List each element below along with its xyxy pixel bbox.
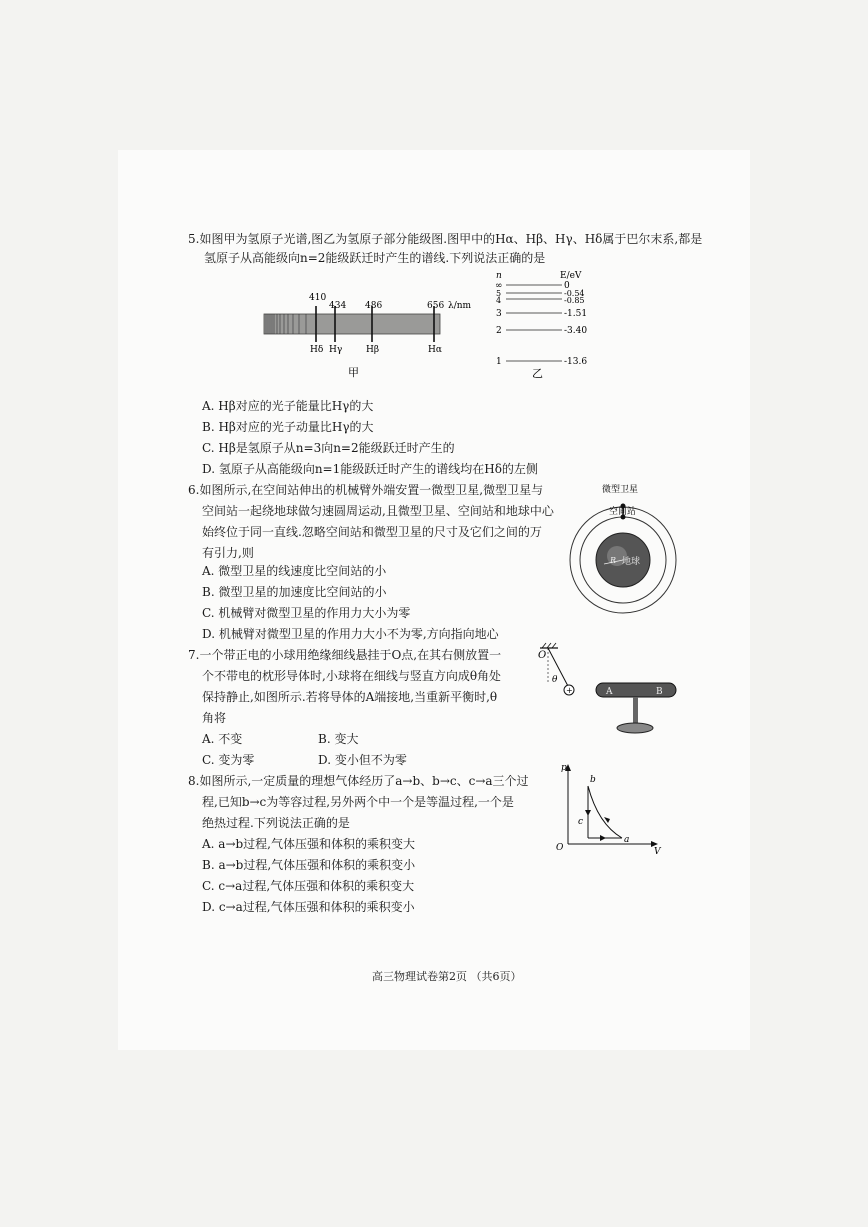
q6-stem-line4: 有引力,则 xyxy=(202,546,254,560)
level-e-3: -1.51 xyxy=(564,309,588,319)
q6-option-b: B. 微型卫星的加速度比空间站的小 xyxy=(202,585,387,599)
q5-option-b: B. Hβ对应的光子动量比Hγ的大 xyxy=(202,420,374,434)
q8-stem-line1: 8.如图所示,一定质量的理想气体经历了a→b、b→c、c→a三个过 xyxy=(188,774,529,788)
level-n-inf: ∞ xyxy=(495,281,503,291)
level-e-label: E/eV xyxy=(560,271,582,281)
level-n-1: 1 xyxy=(496,357,502,367)
q7-stem-line4: 角将 xyxy=(202,711,227,725)
q6-option-d: D. 机械臂对微型卫星的作用力大小不为零,方向指向地心 xyxy=(202,627,499,641)
origin-label: O xyxy=(556,843,564,853)
q8-option-b: B. a→b过程,气体压强和体积的乘积变小 xyxy=(202,858,416,872)
station-label: 空间站 xyxy=(609,507,637,517)
level-e-4: -0.85 xyxy=(564,296,585,305)
level-caption: 乙 xyxy=(532,367,543,380)
conductor-end-a: A xyxy=(606,687,613,697)
q8-stem-line3: 绝热过程.下列说法正确的是 xyxy=(202,816,350,830)
level-e-1: -13.6 xyxy=(564,357,588,367)
q6-option-a: A. 微型卫星的线速度比空间站的小 xyxy=(202,564,387,578)
wavelength-656: 656 xyxy=(427,301,445,311)
spectrum-caption: 甲 xyxy=(348,366,359,379)
q7-pendulum-figure xyxy=(532,640,682,740)
q7-option-a: A. 不变 xyxy=(202,732,243,746)
process-ab xyxy=(588,786,622,838)
axis-p-label: p xyxy=(561,763,567,773)
level-n-3: 3 xyxy=(496,309,502,319)
q6-option-c: C. 机械臂对微型卫星的作用力大小为零 xyxy=(202,606,411,620)
q8-stem-line2: 程,已知b→c为等容过程,另外两个中一个是等温过程,一个是 xyxy=(202,795,514,809)
q6-orbit-figure xyxy=(566,480,686,625)
state-c-label: c xyxy=(578,817,584,827)
state-a-label: a xyxy=(624,835,630,845)
q8-option-a: A. a→b过程,气体压强和体积的乘积变大 xyxy=(202,837,416,851)
label-hbeta: Hβ xyxy=(366,345,380,355)
q7-option-c: C. 变为零 xyxy=(202,753,255,767)
axis-v-label: V xyxy=(654,847,661,855)
wavelength-410: 410 xyxy=(309,293,327,303)
q7-stem-line3: 保持静止,如图所示.若将导体的A端接地,当重新平衡时,θ xyxy=(202,690,498,704)
level-e-2: -3.40 xyxy=(564,326,588,336)
q5-option-c: C. Hβ是氢原子从n=3向n=2能级跃迁时产生的 xyxy=(202,441,455,455)
level-n-label: n xyxy=(496,271,502,281)
q8-pv-diagram xyxy=(550,760,670,855)
level-e-inf: 0 xyxy=(564,281,570,291)
radius-label: R xyxy=(610,556,617,565)
q7-stem-line1: 7.一个带正电的小球用绝缘细线悬挂于O点,在其右侧放置一 xyxy=(188,648,502,662)
q5-option-a: A. Hβ对应的光子能量比Hγ的大 xyxy=(202,399,374,413)
arrow-ca xyxy=(600,835,606,841)
q5-spectrum-figure xyxy=(258,286,488,386)
stand-base xyxy=(617,723,653,733)
point-o-label: O xyxy=(538,650,547,661)
q5-option-d: D. 氢原子从高能级向n=1能级跃迁时产生的谱线均在Hδ的左侧 xyxy=(202,462,538,476)
theta-label: θ xyxy=(552,675,558,685)
q5-stem-line2: 氢原子从高能级向n=2能级跃迁时产生的谱线.下列说法正确的是 xyxy=(204,251,546,265)
q5-energy-level-figure xyxy=(490,266,600,381)
q8-option-c: C. c→a过程,气体压强和体积的乘积变大 xyxy=(202,879,415,893)
q7-option-b: B. 变大 xyxy=(318,732,359,746)
wavelength-unit: λ/nm xyxy=(448,301,472,311)
q6-stem-line1: 6.如图所示,在空间站伸出的机械臂外端安置一微型卫星,微型卫星与 xyxy=(188,483,544,497)
level-n-4: 4 xyxy=(496,296,502,305)
wavelength-486: 486 xyxy=(365,301,383,311)
q6-stem-line2: 空间站一起绕地球做匀速圆周运动,且微型卫星、空间站和地球中心 xyxy=(202,504,554,518)
insulated-stand-rod xyxy=(633,697,638,723)
arrow-bc xyxy=(585,810,591,816)
spectrum-band xyxy=(264,314,440,334)
earth-label: 地球 xyxy=(622,557,641,567)
level-n-5: 5 xyxy=(496,289,502,298)
page-footer: 高三物理试卷第2页 （共6页） xyxy=(372,970,522,983)
label-hgamma: Hγ xyxy=(329,345,343,355)
wavelength-434: 434 xyxy=(329,301,347,311)
q6-stem-line3: 始终位于同一直线.忽略空间站和微型卫星的尺寸及它们之间的万 xyxy=(202,525,542,539)
q8-option-d: D. c→a过程,气体压强和体积的乘积变小 xyxy=(202,900,415,914)
q5-stem-line1: 5.如图甲为氢原子光谱,图乙为氢原子部分能级图.图甲中的Hα、Hβ、Hγ、Hδ属于巴尔末系,都是 xyxy=(188,232,703,246)
conductor-end-b: B xyxy=(656,687,663,697)
satellite-label: 微型卫星 xyxy=(602,485,639,495)
label-hdelta: Hδ xyxy=(310,345,324,355)
q7-stem-line2: 个不带电的枕形导体时,小球将在细线与竖直方向成θ角处 xyxy=(202,669,502,683)
label-halpha: Hα xyxy=(428,345,442,355)
level-n-2: 2 xyxy=(496,326,502,336)
state-b-label: b xyxy=(590,775,596,785)
level-e-5: -0.54 xyxy=(564,289,585,298)
ball-plus-sign: + xyxy=(566,686,573,695)
q7-option-d: D. 变小但不为零 xyxy=(318,753,407,767)
